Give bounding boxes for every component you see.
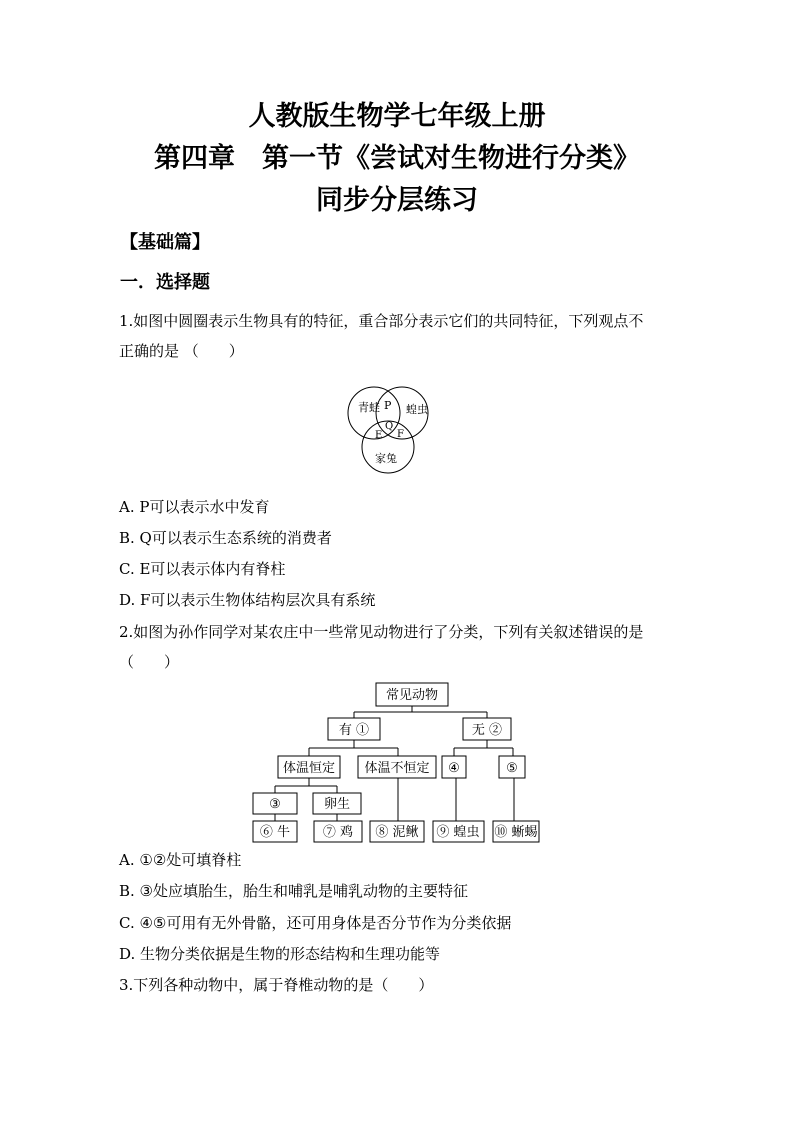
page-title-line2: 第四章 第一节《尝试对生物进行分类》	[154, 143, 640, 174]
tree-label-n4: ④	[448, 761, 460, 776]
q2-option-d: D. 生物分类依据是生物的形态结构和生理功能等	[119, 945, 441, 963]
venn-label-e: E	[375, 430, 383, 441]
tree-label-cow: ⑥ 牛	[259, 825, 291, 840]
tree-box-warm	[278, 756, 340, 778]
q2-option-c: C. ④⑤可用有无外骨骼，还可用身体是否分节作为分类依据	[119, 914, 512, 932]
venn-diagram	[340, 380, 460, 480]
q1-option-b: B. Q可以表示生态系统的消费者	[119, 529, 332, 547]
tree-label-loach: ⑧ 泥鳅	[375, 825, 419, 840]
q2-option-b: B. ③处应填胎生，胎生和哺乳是哺乳动物的主要特征	[119, 882, 469, 900]
tree-box-n4	[442, 756, 466, 778]
q1-option-a: A. P可以表示水中发育	[119, 498, 270, 516]
tree-label-none: 无 ②	[471, 723, 503, 738]
tree-box-cold	[358, 756, 436, 778]
tree-label-warm: 体温恒定	[282, 761, 336, 776]
tree-label-chicken: ⑦ 鸡	[322, 825, 354, 840]
section-basic: 【基础篇】	[120, 232, 210, 253]
tree-box-cow	[253, 821, 297, 842]
tree-box-lizard	[493, 821, 539, 842]
tree-box-locust	[433, 821, 484, 842]
q3-stem-line1: 3.下列各种动物中，属于脊椎动物的是（ ）	[119, 976, 434, 994]
venn-label-p: P	[384, 399, 392, 412]
tree-box-chicken	[314, 821, 362, 842]
q1-option-c: C. E可以表示体内有脊柱	[119, 560, 286, 578]
tree-box-n3	[253, 793, 297, 814]
page-title-line1: 人教版生物学七年级上册	[248, 101, 546, 132]
venn-label-frog: 青蛙	[358, 401, 380, 414]
q2-stem-line2: （ ）	[119, 653, 180, 671]
section-choice: 一．选择题	[120, 272, 210, 293]
q1-stem-line1: 1.如图中圆圈表示生物具有的特征，重合部分表示它们的共同特征，下列观点不	[119, 312, 644, 330]
q2-stem-line1: 2.如图为孙作同学对某农庄中一些常见动物进行了分类，下列有关叙述错误的是	[119, 623, 644, 641]
tree-box-loach	[370, 821, 424, 842]
q1-option-d: D. F可以表示生物体结构层次具有系统	[119, 591, 376, 609]
tree-box-root	[376, 683, 448, 706]
venn-label-rabbit: 家兔	[375, 452, 397, 465]
tree-label-root: 常见动物	[385, 688, 439, 703]
tree-box-egg	[313, 793, 361, 814]
tree-label-n3: ③	[269, 797, 281, 812]
q1-stem-line2: 正确的是 （ ）	[119, 342, 244, 360]
page-title-line3: 同步分层练习	[316, 185, 478, 216]
tree-label-locust: ⑨ 蝗虫	[436, 825, 480, 840]
tree-label-cold: 体温不恒定	[364, 761, 430, 776]
tree-label-lizard: ⑩ 蜥蜴	[494, 825, 538, 840]
tree-box-none	[463, 718, 511, 740]
tree-label-egg: 卵生	[323, 797, 351, 812]
tree-box-has	[328, 718, 380, 740]
q2-option-a: A. ①②处可填脊柱	[119, 851, 242, 869]
venn-label-q: Q	[385, 421, 394, 432]
tree-label-n5: ⑤	[506, 761, 518, 776]
tree-box-n5	[499, 756, 525, 778]
venn-label-f: F	[397, 429, 404, 440]
venn-label-locust: 蝗虫	[406, 403, 428, 416]
tree-label-has: 有 ①	[338, 723, 370, 738]
